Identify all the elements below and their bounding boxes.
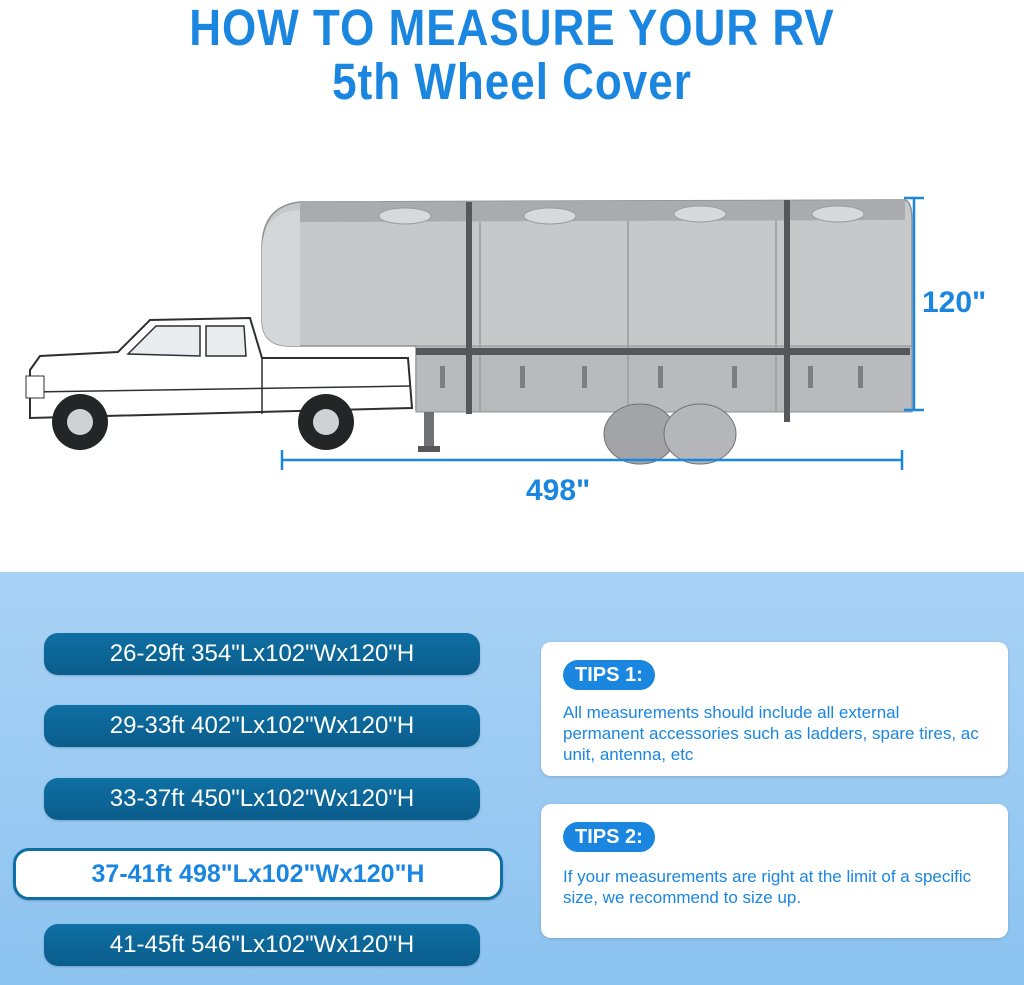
tip-card-2 — [541, 804, 1008, 938]
length-dimension-line — [282, 450, 902, 470]
rv-illustration — [0, 130, 1024, 570]
size-option-41-45ft[interactable]: 41-45ft 546"Lx102"Wx120"H — [44, 924, 480, 966]
size-option-33-37ft[interactable]: 33-37ft 450"Lx102"Wx120"H — [44, 778, 480, 820]
fifth-wheel-trailer — [262, 200, 912, 464]
tip-badge-1: TIPS 1: — [563, 660, 655, 690]
size-option-37-41ft-selected[interactable]: 37-41ft 498"Lx102"Wx120"H — [13, 848, 503, 900]
size-option-26-29ft[interactable]: 26-29ft 354"Lx102"Wx120"H — [44, 633, 480, 675]
size-and-tips-panel — [0, 572, 1024, 985]
tip-card-1 — [541, 642, 1008, 776]
tip-text-2: If your measurements are right at the limit of a specific size, we recommend to size up. — [563, 867, 972, 907]
size-option-29-33ft[interactable]: 29-33ft 402"Lx102"Wx120"H — [44, 705, 480, 747]
page-title: HOW TO MEASURE YOUR RV — [189, 0, 835, 57]
tip-text-1: All measurements should include all external permanent accessories such as ladders, spare tires, ac unit, antenna, etc — [563, 703, 979, 764]
tip-badge-2: TIPS 2: — [563, 822, 655, 852]
length-label: 498" — [526, 474, 591, 507]
height-label: 120" — [922, 286, 987, 319]
page-subtitle: 5th Wheel Cover — [332, 54, 692, 111]
